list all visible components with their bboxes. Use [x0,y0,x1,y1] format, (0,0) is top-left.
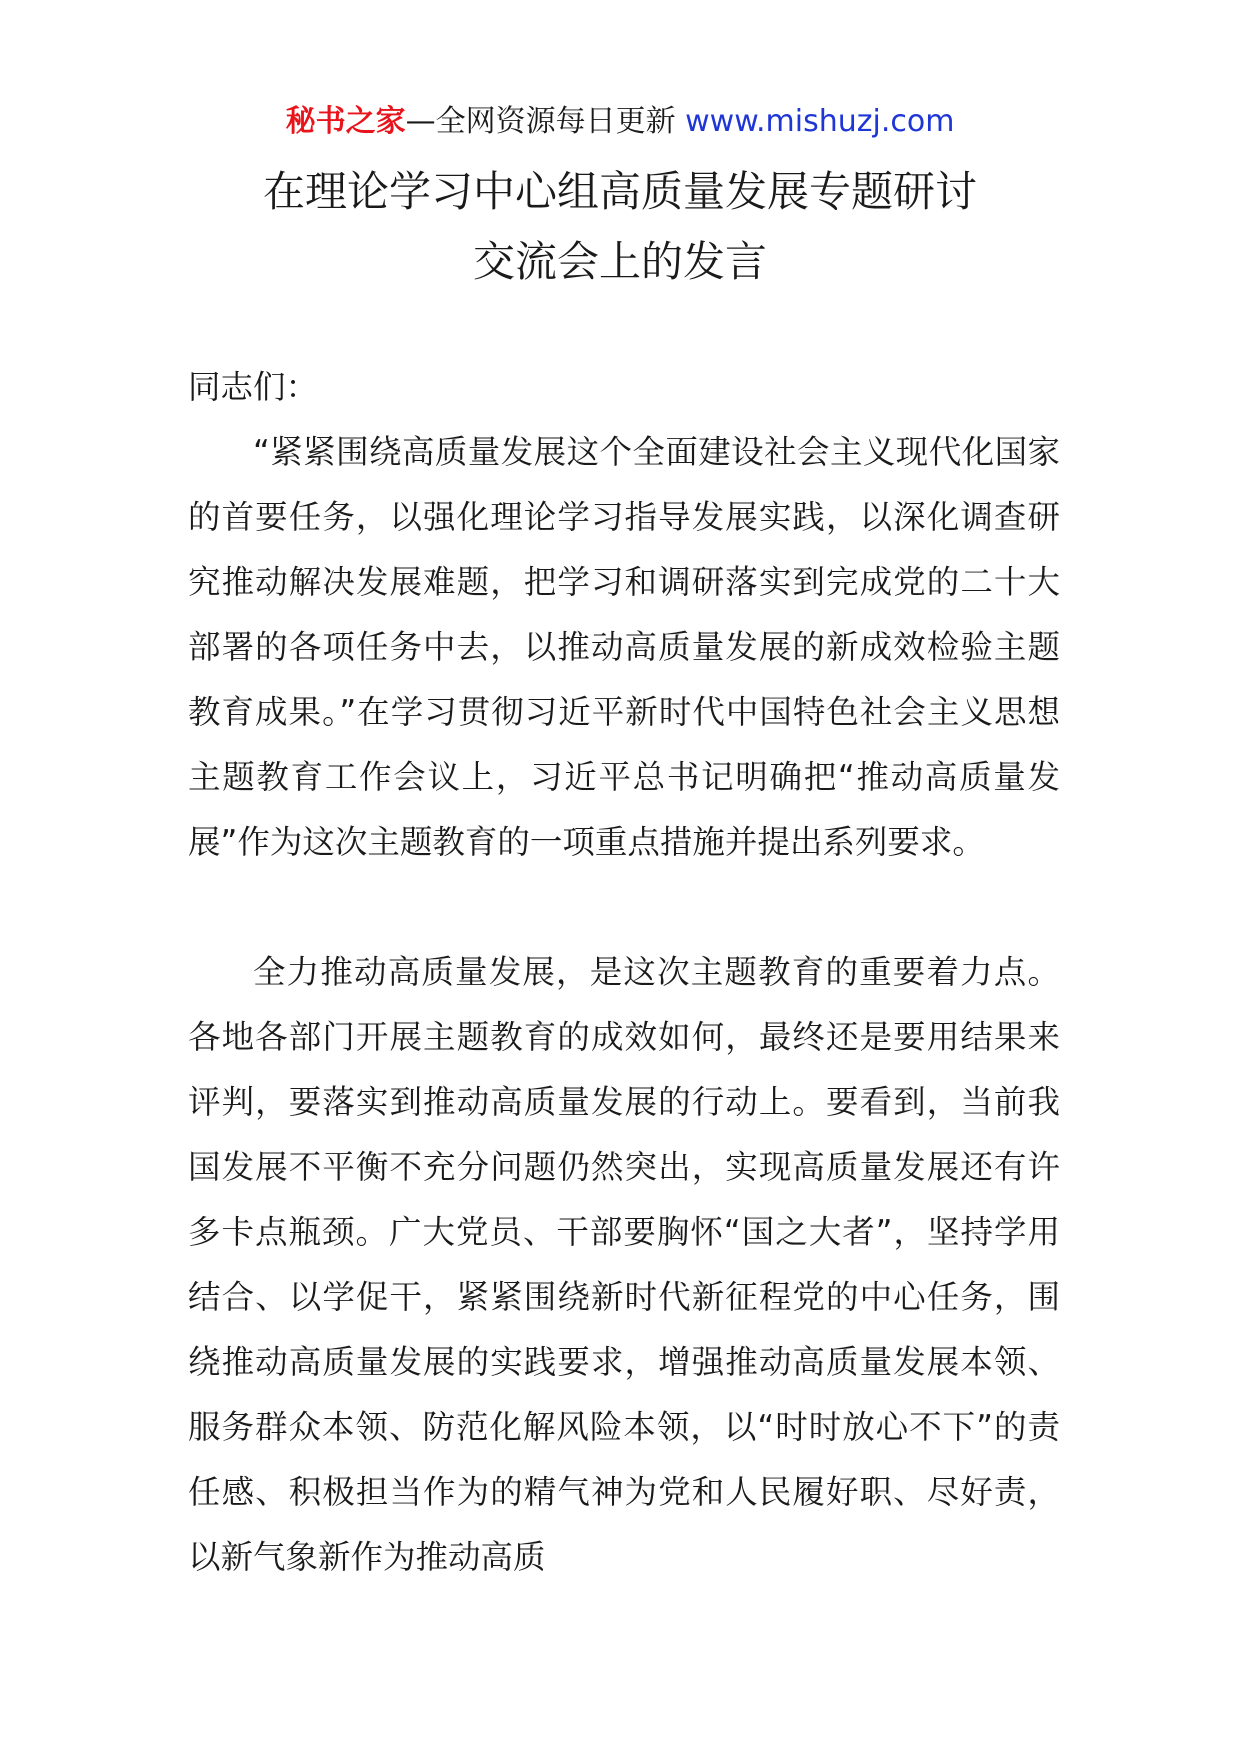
body-paragraph-2: 全力推动高质量发展，是这次主题教育的重要着力点。各地各部门开展主题教育的成效如何，最终还是要用结果来评判，要落实到推动高质量发展的行动上。要看到，当前我国发展不平衡不充分问题仍然突出，实现高质量发展还有许多卡点瓶颈。广大党员、干部要胸怀“国之大者”，坚持学用结合、以学促干，紧紧围绕新时代新征程党的中心任务，围绕推动高质量发展的实践要求，增强推动高质量发展本领、服务群众本领、防范化解风险本领，以“时时放心不下”的责任感、积极担当作为的精气神为党和人民履好职、尽好责，以新气象新作为推动高质 [188,953,1060,1576]
document-title-line-2: 交流会上的发言 [472,237,767,286]
site-tagline: —全网资源每日更新 [405,104,686,139]
document-title-line-1: 在理论学习中心组高质量发展专题研讨 [262,167,977,216]
body-paragraph-1: “紧紧围绕高质量发展这个全面建设社会主义现代化国家的首要任务，以强化理论学习指导发展实践，以深化调查研究推动解决发展难题，把学习和调研落实到完成党的二十大部署的各项任务中去，以推动高质量发展的新成效检验主题教育成果。”在学习贯彻习近平新时代中国特色社会主义思想主题教育工作会议上，习近平总书记明确把“推动高质量发展”作为这次主题教育的一项重点措施并提出系列要求。 [188,433,1060,861]
site-url-link[interactable]: www.mishuzj.com [685,104,955,139]
site-name: 秘书之家 [285,104,406,139]
site-header [0,102,1240,142]
salutation: 同志们： [188,368,319,406]
